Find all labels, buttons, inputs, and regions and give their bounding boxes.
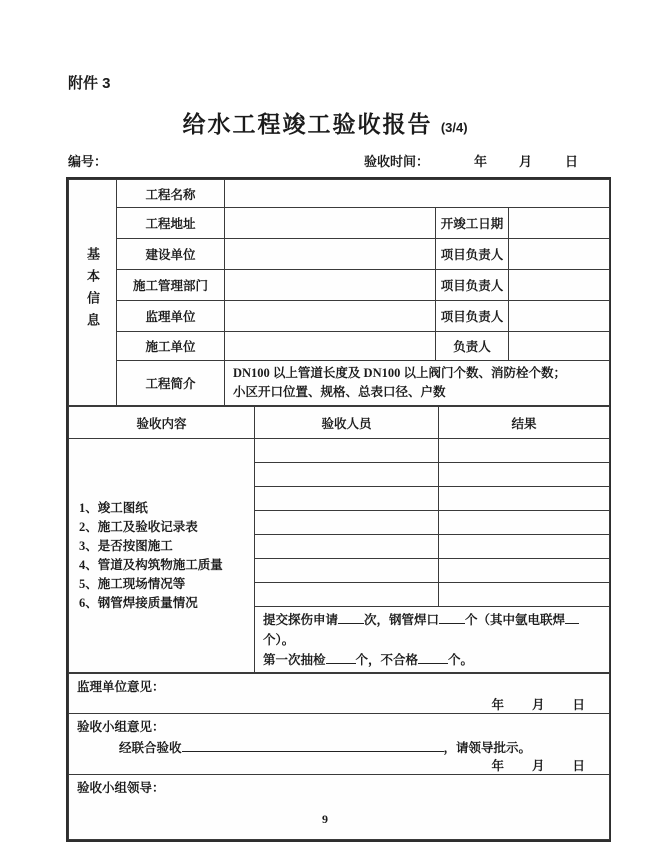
project-brief-content	[225, 361, 610, 406]
group-leader-cell	[69, 775, 610, 840]
acceptance-time-label: 验收时间：	[364, 154, 430, 169]
blank-people-cell	[255, 439, 439, 463]
blank-underline	[439, 610, 465, 624]
blank-underline	[182, 737, 444, 752]
blank-result-cell	[439, 511, 610, 535]
page-number: 9	[322, 812, 328, 826]
note-text: 第一次抽检	[263, 653, 326, 667]
list-item-2: 2、施工及验收记录表	[79, 519, 198, 534]
supervisor-opinion-label: 监理单位意见：	[77, 680, 165, 694]
supervisor-date-line	[69, 695, 609, 713]
note-line-2	[263, 650, 603, 670]
joint-acceptance-line	[69, 735, 609, 756]
group-opinion-label: 验收小组意见：	[77, 720, 165, 734]
label-project-manager-3: 项目负责人	[436, 301, 509, 332]
list-item-5: 5、施工现场情况等	[79, 576, 186, 591]
serial-label: 编号：	[68, 154, 108, 169]
joint-line-prefix: 经联合验收	[119, 741, 182, 755]
label-start-finish-date: 开竣工日期	[436, 208, 509, 239]
blank-people-cell	[255, 487, 439, 511]
label-supervision-unit: 监理单位	[117, 301, 225, 332]
basic-info-section-cell	[69, 180, 117, 406]
list-item-1: 1、竣工图纸	[79, 500, 148, 515]
value-project-manager-2	[509, 270, 610, 301]
page-title-text: 给水工程竣工验收报告	[182, 111, 433, 137]
blank-people-cell	[255, 535, 439, 559]
list-item-6: 6、钢管焊接质量情况	[79, 595, 198, 610]
label-project-manager-2: 项目负责人	[436, 270, 509, 301]
blank-people-cell	[255, 583, 439, 607]
group-leader-label: 验收小组领导：	[77, 781, 165, 795]
blank-people-cell	[255, 511, 439, 535]
label-project-address: 工程地址	[117, 208, 225, 239]
value-project-address	[225, 208, 436, 239]
col-header-result: 结果	[439, 407, 610, 439]
value-construction-owner	[225, 239, 436, 270]
note-line-1	[263, 610, 603, 650]
day-label: 日	[565, 154, 579, 169]
attachment-label: 附件 3	[68, 75, 111, 92]
year-label: 年	[491, 759, 504, 773]
blank-underline	[565, 610, 579, 624]
group-opinion-cell	[69, 714, 610, 775]
label-project-brief: 工程简介	[117, 361, 225, 406]
note-text: 个，不合格	[355, 653, 419, 667]
value-start-finish-date	[509, 208, 610, 239]
year-label: 年	[491, 698, 504, 712]
value-project-manager-3	[509, 301, 610, 332]
acceptance-report-form	[66, 177, 611, 842]
value-construction-mgmt-dept	[225, 270, 436, 301]
note-text: 个。	[448, 653, 474, 667]
blank-people-cell	[255, 463, 439, 487]
note-text: 提交探伤申请	[263, 613, 339, 627]
value-construction-unit	[225, 332, 436, 361]
page-title	[0, 106, 650, 139]
blank-people-cell	[255, 559, 439, 583]
blank-underline	[338, 610, 364, 624]
value-project-manager-1	[509, 239, 610, 270]
label-construction-owner: 建设单位	[117, 239, 225, 270]
project-brief-line2: 小区开口位置、规格、总表口径、户数	[233, 385, 446, 399]
meta-row	[66, 151, 611, 171]
day-label: 日	[572, 759, 585, 773]
blank-result-cell	[439, 487, 610, 511]
col-header-people: 验收人员	[255, 407, 439, 439]
blank-underline	[326, 650, 356, 664]
joint-line-suffix: ，请领导批示。	[443, 741, 532, 755]
year-label: 年	[474, 154, 488, 169]
value-supervision-unit	[225, 301, 436, 332]
month-label: 月	[531, 759, 545, 773]
blank-result-cell	[439, 535, 610, 559]
month-label: 月	[519, 154, 533, 169]
list-item-3: 3、是否按图施工	[79, 538, 173, 553]
group-date-line	[69, 756, 609, 774]
blank-underline	[418, 650, 448, 664]
value-responsible-person	[509, 332, 610, 361]
acceptance-table	[68, 406, 610, 673]
acceptance-content-list	[69, 439, 255, 673]
blank-result-cell	[439, 559, 610, 583]
month-label: 月	[531, 698, 545, 712]
basic-info-section-label: 基本信息	[85, 246, 100, 335]
blank-result-cell	[439, 583, 610, 607]
col-header-content: 验收内容	[69, 407, 255, 439]
note-text: 次，钢管焊口	[364, 613, 440, 627]
note-text: 个（其中氩电联焊	[465, 613, 566, 627]
label-construction-mgmt-dept: 施工管理部门	[117, 270, 225, 301]
page-indicator: (3/4)	[440, 120, 468, 135]
list-item-4: 4、管道及构筑物施工质量	[79, 557, 223, 572]
label-project-name: 工程名称	[117, 180, 225, 208]
label-project-manager-1: 项目负责人	[436, 239, 509, 270]
project-brief-line1: DN100 以上管道长度及 DN100 以上阀门个数、消防栓个数；	[233, 366, 566, 380]
day-label: 日	[572, 698, 585, 712]
label-responsible-person: 负责人	[436, 332, 509, 361]
blank-result-cell	[439, 463, 610, 487]
flaw-detection-note	[255, 607, 610, 673]
supervisor-opinion-cell	[69, 674, 610, 714]
basic-info-table	[68, 179, 610, 406]
value-project-name	[225, 180, 610, 208]
label-construction-unit: 施工单位	[117, 332, 225, 361]
note-text: 个）。	[263, 633, 295, 647]
blank-result-cell	[439, 439, 610, 463]
